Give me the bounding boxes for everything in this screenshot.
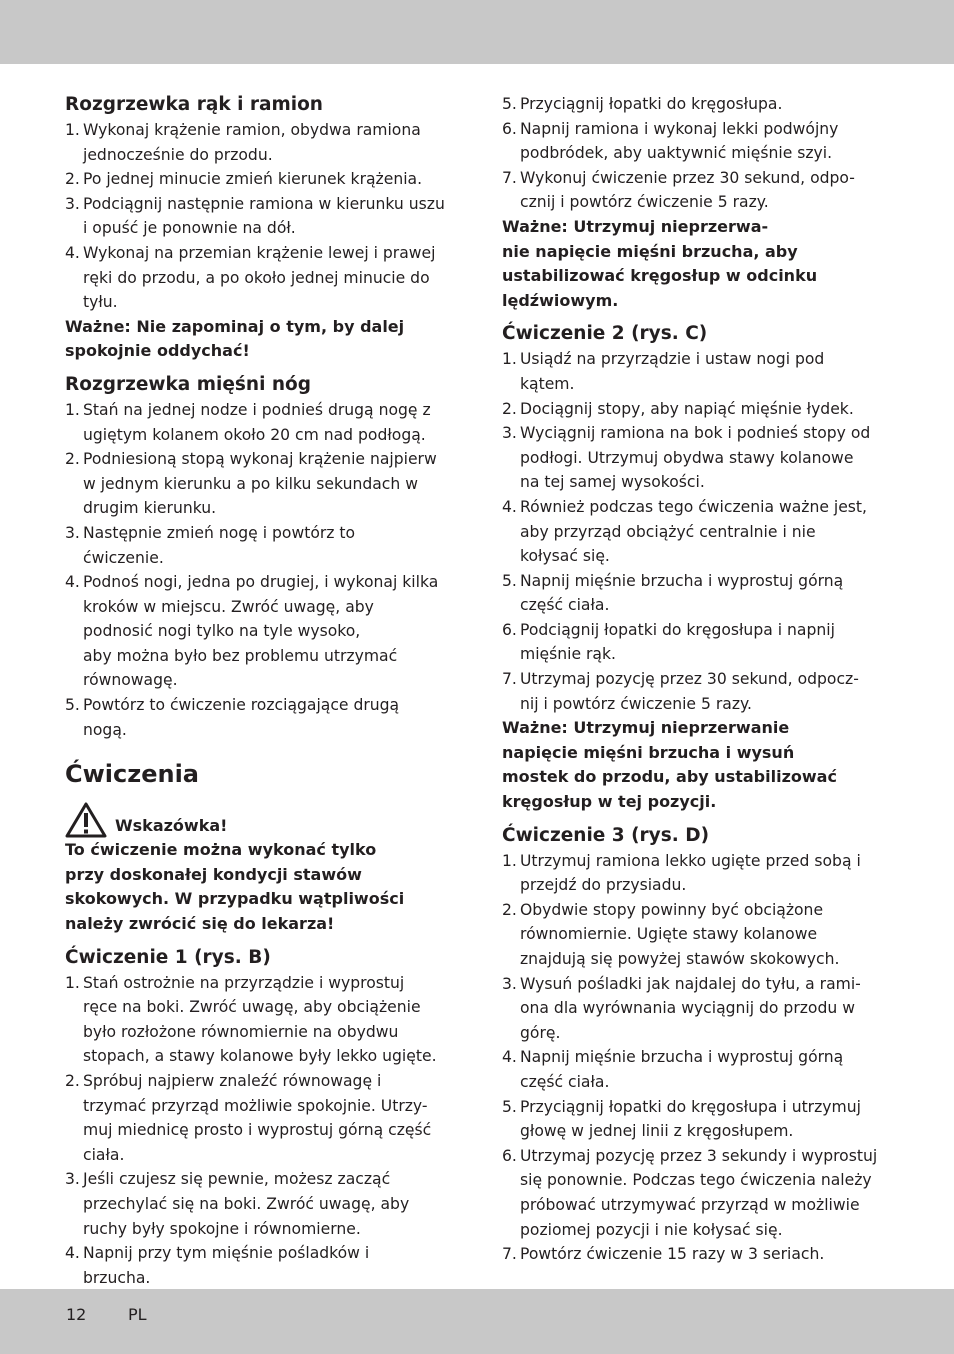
heading-leg-warmup: Rozgrzewka mięśni nóg (65, 373, 311, 395)
note-exercise-2: Ważne: Utrzymuj nieprzerwanie napięcie mięśni brzucha i wysuń mostek do przodu, aby ustabilizować kręgosłup w tej pozycji. (502, 718, 837, 812)
list-item: 4. Wykonaj na przemian krążenie lewej i prawej ręki do przodu, a po około jednej minucie do tyłu. (65, 241, 457, 315)
list-item: 1. Stań na jednej nodze i podnieś drugą nogę z ugiętym kolanem około 20 cm nad podłogą. (65, 398, 457, 447)
list-item-number: 1. (502, 350, 517, 369)
list-item: 5. Przyciągnij łopatki do kręgosłupa. (502, 92, 894, 117)
list-item: 6. Napnij ramiona i wykonaj lekki podwójny podbródek, aby uaktywnić mięśnie szyi. (502, 117, 894, 166)
heading-arm-warmup: Rozgrzewka rąk i ramion (65, 94, 323, 115)
page-number: 12 (66, 1305, 87, 1324)
warning-title: Wskazówka! (115, 816, 228, 836)
list-item: 3. Jeśli czujesz się pewnie, możesz zacząć przechylać się na boki. Zwróć uwagę, aby ruchy były spokojne i równomierne. (65, 1167, 457, 1241)
list-item: 4. Podnoś nogi, jedna po drugiej, i wykonaj kilka kroków w miejscu. Zwróć uwagę, aby podnosić nogi tylko na tyle wysoko, aby można było bez problemu utrzymać równowagę. (65, 570, 457, 693)
list-item-number: 3. (65, 194, 80, 213)
note-breathing: Ważne: Nie zapominaj o tym, by dalej spokojnie oddychać! (65, 316, 405, 361)
left-column (65, 92, 457, 1290)
list-item-number: 3. (502, 424, 517, 443)
list-item: 2. Dociągnij stopy, aby napiąć mięśnie łydek. (502, 397, 894, 422)
list-exercise-1 (65, 971, 457, 1291)
right-column (502, 92, 894, 1267)
list-item-number: 6. (502, 119, 517, 138)
list-item: 3. Podciągnij następnie ramiona w kierunku uszu i opuść je ponownie na dół. (65, 192, 457, 241)
list-item: 6. Utrzymaj pozycję przez 3 sekundy i wyprostuj się ponownie. Podczas tego ćwiczenia należy próbować utrzymywać przyrząd w możliwie poziomej pozycji i nie kołysać się. (502, 1144, 894, 1242)
list-item-number: 5. (502, 1097, 517, 1116)
list-item-number: 3. (502, 974, 517, 993)
list-item: 3. Wyciągnij ramiona na bok i podnieś stopy od podłogi. Utrzymuj obydwa stawy kolanowe na tej samej wysokości. (502, 421, 894, 495)
list-item: 2. Podniesioną stopą wykonaj krążenie najpierw w jednym kierunku a po kilku sekundach w drugim kierunku. (65, 447, 457, 521)
list-item: 2. Spróbuj najpierw znaleźć równowagę i trzymać przyrząd możliwie spokojnie. Utrzy- muj miednicę prosto i wyprostuj górną część ciała. (65, 1069, 457, 1167)
list-item-number: 5. (502, 571, 517, 590)
list-item-number: 7. (502, 168, 517, 187)
heading-exercise-1: Ćwiczenie 1 (rys. B) (65, 946, 271, 968)
list-item: 2. Obydwie stopy powinny być obciążone równomiernie. Ugięte stawy kolanowe znajdują się powyżej stawów skokowych. (502, 898, 894, 972)
note-exercise-1: Ważne: Utrzymuj nieprzerwa- nie napięcie mięśni brzucha, aby ustabilizować kręgosłup w odcinku lędźwiowym. (502, 216, 818, 310)
list-item-number: 4. (65, 243, 80, 262)
list-item: 3. Następnie zmień nogę i powtórz to ćwiczenie. (65, 521, 457, 570)
list-item-number: 4. (65, 573, 80, 592)
list-item: 4. Napnij mięśnie brzucha i wyprostuj górną część ciała. (502, 1045, 894, 1094)
list-item: 5. Powtórz to ćwiczenie rozciągające drugą nogą. (65, 693, 457, 742)
list-item-number: 7. (502, 1245, 517, 1264)
list-item: 7. Powtórz ćwiczenie 15 razy w 3 seriach. (502, 1242, 894, 1267)
list-item: 1. Stań ostrożnie na przyrządzie i wyprostuj ręce na boki. Zwróć uwagę, aby obciążenie było rozłożone równomiernie na obydwu stopach, a stawy kolanowe były lekko ugięte. (65, 971, 457, 1069)
language-code: PL (128, 1305, 147, 1324)
list-item-number: 5. (502, 95, 517, 113)
list-item-number: 4. (502, 1048, 517, 1067)
list-item: 7. Utrzymaj pozycję przez 30 sekund, odpocz- nij i powtórz ćwiczenie 5 razy. (502, 667, 894, 716)
list-item: 4. Również podczas tego ćwiczenia ważne jest, aby przyrząd obciążyć centralnie i nie kołysać się. (502, 495, 894, 569)
list-item: 1. Wykonaj krążenie ramion, obydwa ramiona jednocześnie do przodu. (65, 118, 457, 167)
list-item: 3. Wysuń pośladki jak najdalej do tyłu, a rami- ona dla wyrównania wyciągnij do przodu w górę. (502, 972, 894, 1046)
header-bar (0, 0, 954, 64)
list-item-number: 1. (65, 400, 80, 419)
list-item: 1. Usiądź na przyrządzie i ustaw nogi pod kątem. (502, 347, 894, 396)
warning-text: To ćwiczenie można wykonać tylko przy doskonałej kondycji stawów skokowych. W przypadku wątpliwości należy zwrócić się do lekarza! (65, 840, 405, 934)
list-item-number: 4. (65, 1244, 80, 1263)
heading-exercise-2: Ćwiczenie 2 (rys. C) (502, 323, 708, 345)
list-item: 6. Podciągnij łopatki do kręgosłupa i napnij mięśnie rąk. (502, 618, 894, 667)
section-title-exercises: Ćwiczenia (65, 760, 199, 789)
list-item-number: 7. (502, 670, 517, 689)
list-item-number: 5. (65, 696, 80, 715)
list-item-number: 6. (502, 1146, 517, 1165)
warning-triangle-icon (65, 802, 107, 838)
list-arm-warmup (65, 118, 457, 315)
list-item-number: 1. (502, 851, 517, 870)
list-item: 2. Po jednej minucie zmień kierunek krążenia. (65, 167, 457, 192)
list-item-number: 3. (65, 1170, 80, 1189)
list-item-number: 2. (65, 1072, 80, 1090)
heading-exercise-3: Ćwiczenie 3 (rys. D) (502, 824, 710, 846)
list-exercise-1-continued (502, 92, 894, 215)
list-item-number: 2. (65, 170, 80, 189)
list-item-number: 1. (65, 973, 80, 992)
list-item-number: 3. (65, 523, 80, 542)
list-item-number: 6. (502, 620, 517, 639)
list-exercise-3 (502, 849, 894, 1267)
list-exercise-2 (502, 347, 894, 716)
list-item: 7. Wykonuj ćwiczenie przez 30 sekund, odpo- cznij i powtórz ćwiczenie 5 razy. (502, 166, 894, 215)
list-item: 4. Napnij przy tym mięśnie pośladków i brzucha. (65, 1241, 457, 1290)
list-item-number: 4. (502, 497, 517, 516)
list-item: 1. Utrzymuj ramiona lekko ugięte przed sobą i przejdź do przysiadu. (502, 849, 894, 898)
list-item-number: 2. (502, 399, 517, 418)
list-item: 5. Napnij mięśnie brzucha i wyprostuj górną część ciała. (502, 569, 894, 618)
list-item-number: 2. (502, 900, 517, 919)
list-item: 5. Przyciągnij łopatki do kręgosłupa i utrzymuj głowę w jednej linii z kręgosłupem. (502, 1095, 894, 1144)
warning-block (65, 798, 457, 936)
list-item-number: 1. (65, 121, 80, 139)
list-item-number: 2. (65, 450, 80, 469)
list-leg-warmup (65, 398, 457, 742)
